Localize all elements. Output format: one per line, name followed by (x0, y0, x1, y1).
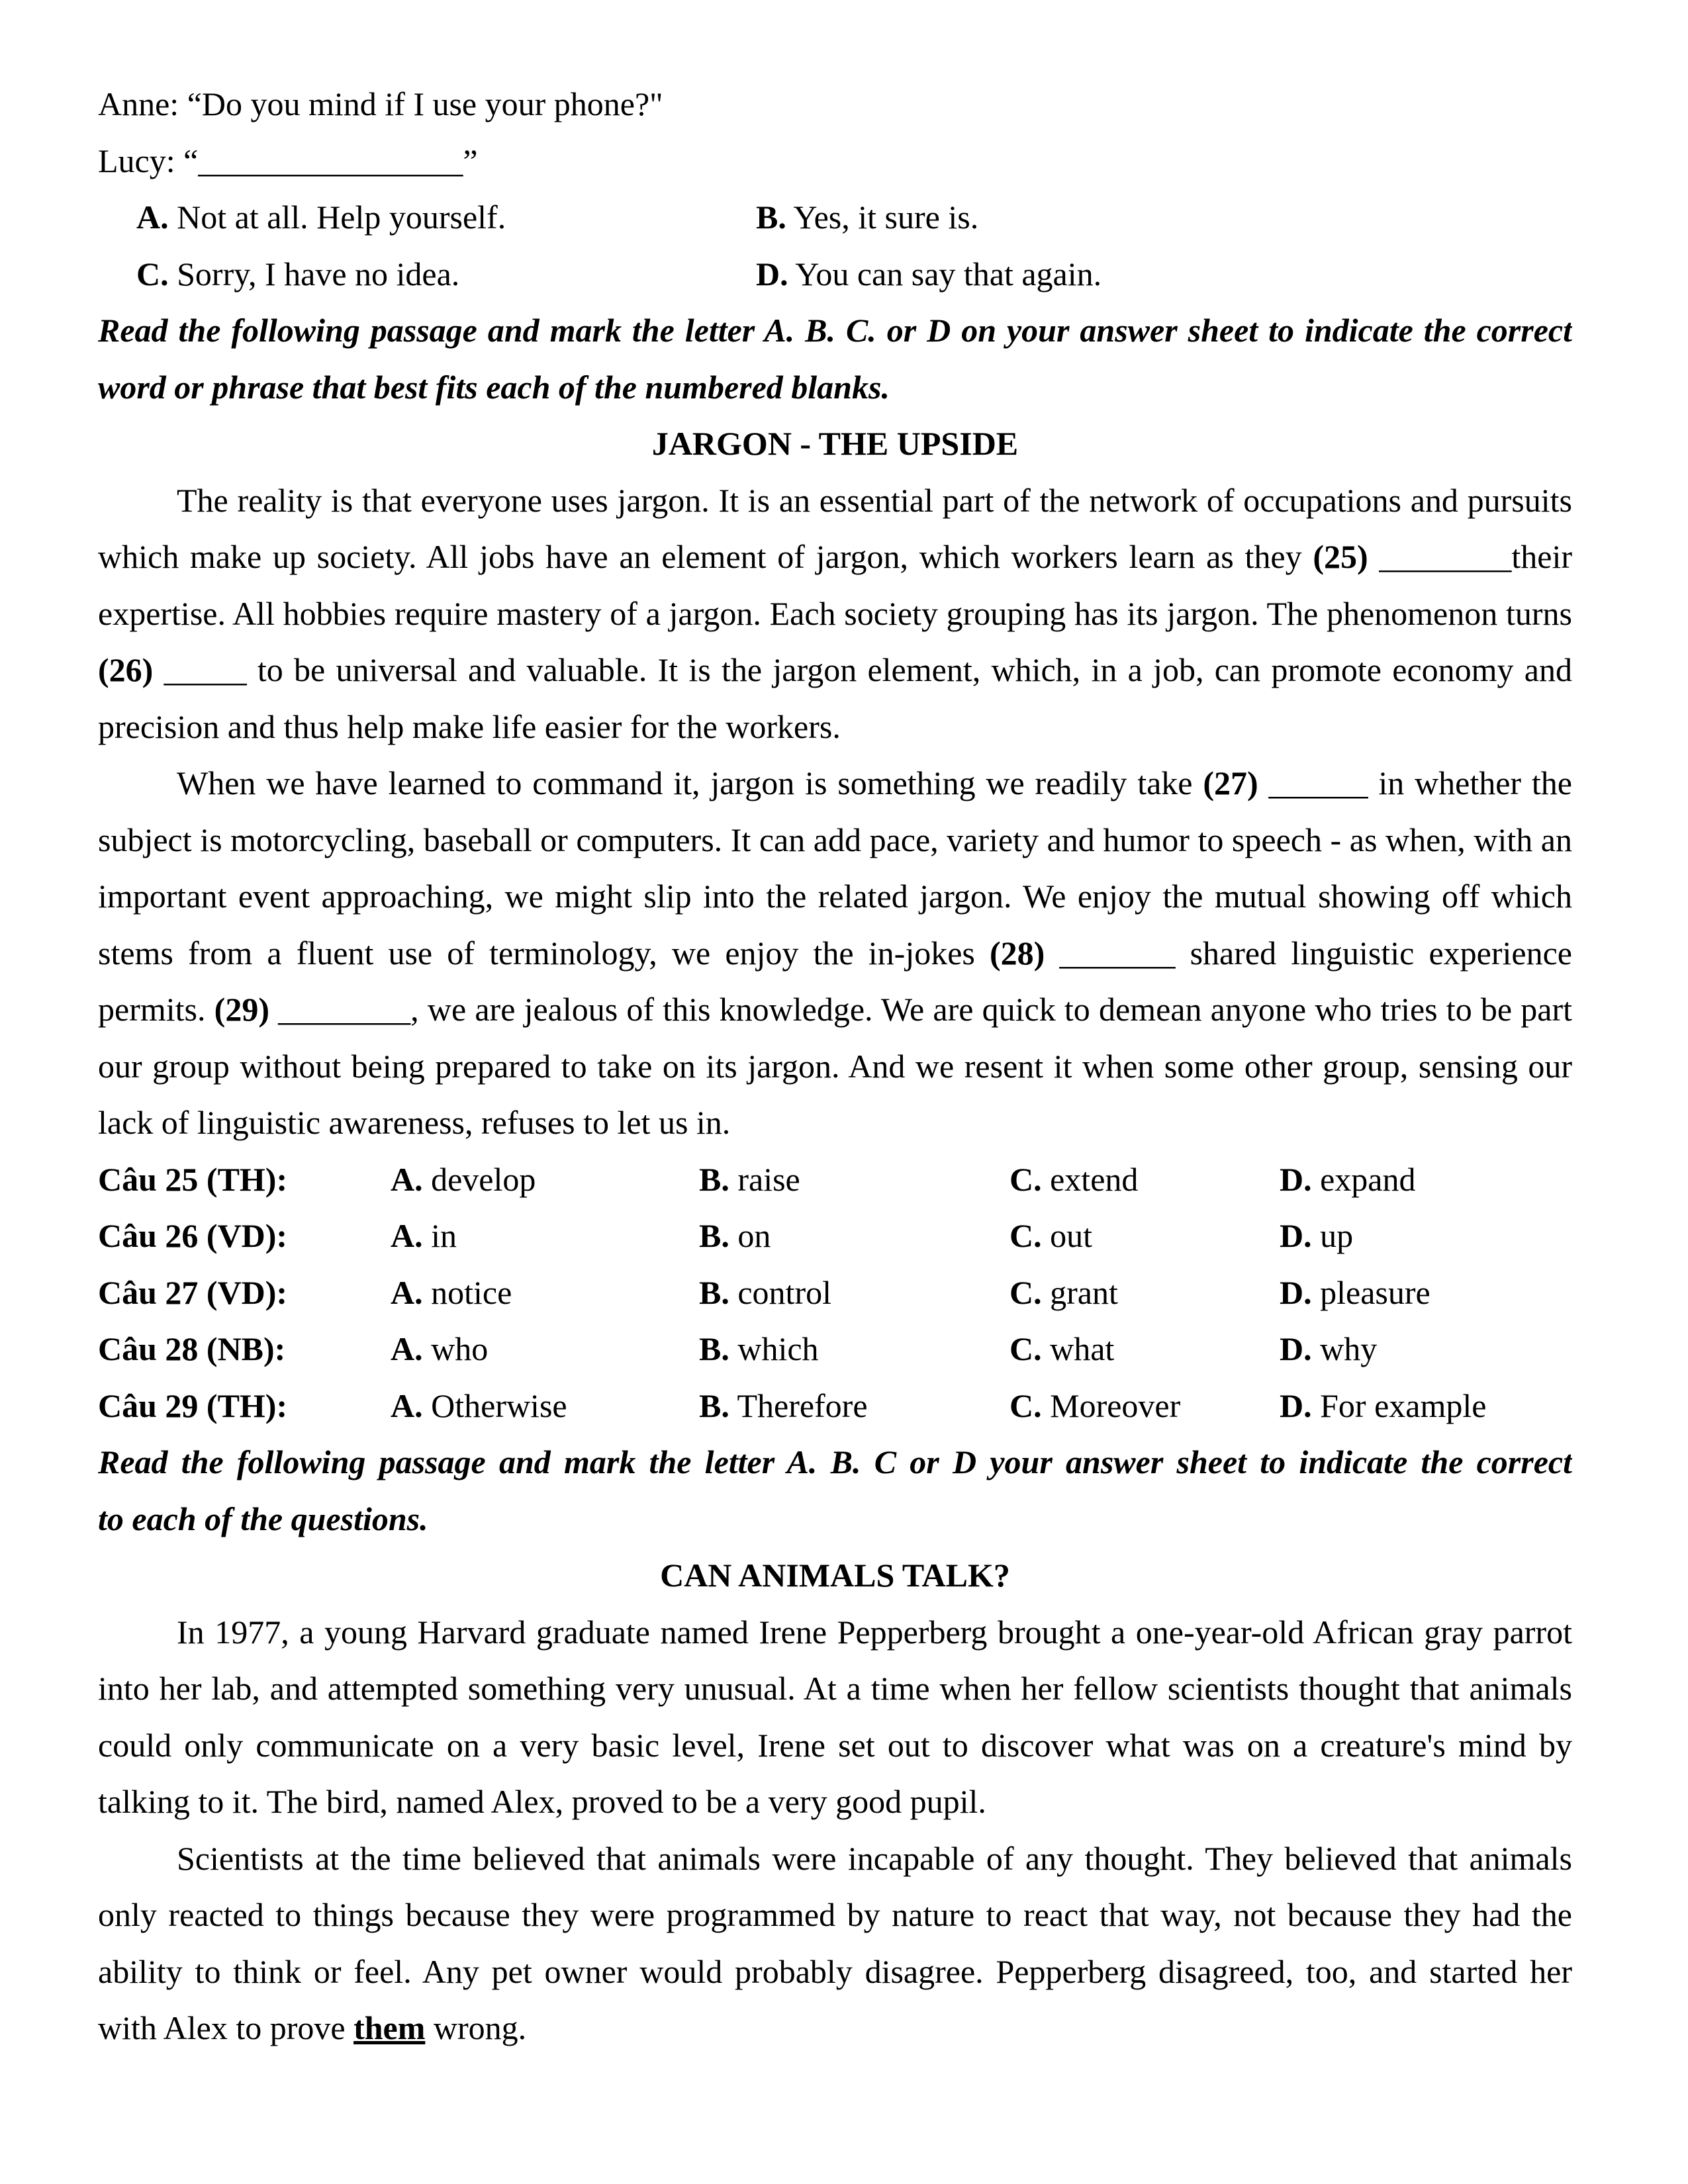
option-text: up (1311, 1217, 1354, 1254)
passage-line (98, 1661, 1572, 1717)
option-text: expand (1311, 1160, 1416, 1198)
dialogue-anne: Anne: “Do you mind if I use your phone?" (98, 85, 663, 122)
option-text: control (729, 1273, 831, 1311)
option-letter: C. (1009, 1273, 1042, 1311)
answer-option-d (1280, 1321, 1377, 1378)
option-letter: A. (391, 1160, 423, 1198)
option-text: extend (1041, 1160, 1139, 1198)
answer-option-c (1009, 1321, 1114, 1378)
passage-line (98, 473, 1572, 529)
option-letter: A. (391, 1273, 423, 1311)
passage-line (98, 699, 1572, 756)
passage-title: JARGON - THE UPSIDE (651, 425, 1019, 462)
answer-option-b (699, 1152, 800, 1208)
question-label: Câu 27 (VD): (98, 1273, 288, 1311)
answer-option-d (1280, 1378, 1486, 1435)
question-label: Câu 28 (NB): (98, 1330, 286, 1367)
option-letter: A. (391, 1387, 423, 1424)
answer-option-d (1280, 1208, 1353, 1265)
option-letter: B. (699, 1160, 729, 1198)
answer-option-a (391, 1208, 457, 1265)
passage-line (98, 1604, 1572, 1661)
text-segment: which make up society. All jobs have an element of jargon, which workers learn as they (98, 538, 1313, 575)
passage-animals (98, 1604, 1572, 2057)
question-label: Câu 26 (VD): (98, 1217, 288, 1254)
text-segment: wrong. (425, 2009, 527, 2046)
instruction-line: to each of the questions. (98, 1500, 428, 1537)
option-letter: C. (1009, 1217, 1042, 1254)
answer-option-a (391, 1321, 488, 1378)
text-segment: could only communicate on a very basic level, Irene set out to discover what was on a creature's mind by (98, 1726, 1572, 1764)
option-letter: C. (1009, 1330, 1042, 1367)
option-text: grant (1041, 1273, 1118, 1311)
answer-option-a (391, 1378, 567, 1435)
question-label: Câu 29 (TH): (98, 1387, 288, 1424)
option-text: which (729, 1330, 819, 1367)
text-segment: expertise. All hobbies require mastery of a jargon. Each society grouping has its jargon. The phenomenon turns (98, 594, 1572, 632)
option-d (756, 246, 1102, 303)
option-letter: D. (1280, 1217, 1312, 1254)
passage-line (98, 1944, 1572, 2001)
option-letter: A. (136, 199, 169, 236)
option-letter: C. (1009, 1160, 1042, 1198)
option-letter: D. (1280, 1387, 1312, 1424)
option-letter: B. (699, 1330, 729, 1367)
exam-page (98, 76, 1572, 2057)
option-letter: D. (756, 255, 788, 293)
option-letter: C. (1009, 1387, 1042, 1424)
option-letter: A. (391, 1217, 423, 1254)
option-text: raise (729, 1160, 800, 1198)
option-letter: B. (699, 1217, 729, 1254)
passage-line (98, 1038, 1572, 1095)
text-segment: When we have learned to command it, jargon is something we readily take (177, 764, 1203, 801)
answer-option-c (1009, 1265, 1118, 1322)
option-text: in (422, 1217, 457, 1254)
blank-number: (29) (214, 991, 269, 1028)
instruction-line: Read the following passage and mark the letter A. B. C. or D on your answer sheet to indicate the correct (98, 312, 1572, 349)
text-segment: _____ to be universal and valuable. It is the jargon element, which, in a job, can promote economy and (153, 651, 1572, 688)
passage-jargon (98, 473, 1572, 1152)
passage-line (98, 925, 1572, 982)
option-text: Otherwise (422, 1387, 567, 1424)
passage-line (98, 1095, 1572, 1152)
option-text: Not at all. Help yourself. (168, 199, 506, 236)
answer-option-b (699, 1265, 831, 1322)
option-letter: D. (1280, 1273, 1312, 1311)
option-text: Yes, it sure is. (786, 199, 979, 236)
option-letter: B. (756, 199, 786, 236)
option-text: what (1041, 1330, 1115, 1367)
answer-option-a (391, 1265, 512, 1322)
text-segment: The reality is that everyone uses jargon. It is an essential part of the network of occupations and pursuits (177, 481, 1572, 519)
passage-line (98, 981, 1572, 1038)
text-segment: precision and thus help make life easier for the workers. (98, 707, 841, 745)
option-a (136, 189, 506, 246)
passage-line (98, 1831, 1572, 1888)
text-segment: ________their (1368, 538, 1572, 575)
answer-option-a (391, 1152, 536, 1208)
text-segment: ________, we are jealous of this knowledge. We are quick to demean anyone who tries to be part (269, 991, 1572, 1028)
passage-line (98, 1887, 1572, 1944)
blank-number: (26) (98, 651, 154, 688)
passage-line (98, 586, 1572, 643)
question-row (98, 1378, 1572, 1435)
answer-option-c (1009, 1378, 1180, 1435)
answer-option-d (1280, 1265, 1430, 1322)
passage-line (98, 2000, 1572, 2057)
question-label: Câu 25 (TH): (98, 1160, 288, 1198)
text-segment: our group without being prepared to take on its jargon. And we resent it when some other group, sensing our (98, 1047, 1572, 1085)
option-text: out (1041, 1217, 1093, 1254)
passage-line (98, 642, 1572, 699)
text-segment: subject is motorcycling, baseball or computers. It can add pace, variety and humor to speech - as when, with an (98, 821, 1572, 858)
text-segment: ability to think or feel. Any pet owner would probably disagree. Pepperberg disagreed, too, and started her (98, 1952, 1572, 1990)
text-segment: only reacted to things because they were programmed by nature to react that way, not because they had the (98, 1896, 1572, 1933)
text-segment: In 1977, a young Harvard graduate named Irene Pepperberg brought a one-year-old African gray parrot (177, 1613, 1572, 1651)
passage-line (98, 1717, 1572, 1774)
passage-line (98, 1774, 1572, 1831)
answer-option-b (699, 1378, 868, 1435)
option-b (756, 189, 978, 246)
passage-line (98, 755, 1572, 812)
option-text: on (729, 1217, 771, 1254)
option-text: why (1311, 1330, 1378, 1367)
text-segment: talking to it. The bird, named Alex, proved to be a very good pupil. (98, 1783, 986, 1820)
dialogue-options-row (98, 189, 1572, 246)
text-segment: ______ in whether the (1258, 764, 1572, 801)
blank-number: (27) (1203, 764, 1258, 801)
passage-line (98, 529, 1572, 586)
blank-number: them (353, 2009, 426, 2046)
question-row (98, 1152, 1572, 1208)
text-segment: permits. (98, 991, 214, 1028)
text-segment: with Alex to prove (98, 2009, 354, 2046)
blank-number: (25) (1313, 538, 1368, 575)
blank-number: (28) (990, 934, 1045, 972)
option-letter: D. (1280, 1330, 1312, 1367)
passage-line (98, 868, 1572, 925)
option-letter: B. (699, 1273, 729, 1311)
instruction-line: Read the following passage and mark the letter A. B. C or D your answer sheet to indicate the correct (98, 1443, 1572, 1480)
instruction-line: word or phrase that best fits each of the numbered blanks. (98, 368, 890, 406)
option-text: develop (422, 1160, 536, 1198)
answer-option-b (699, 1208, 771, 1265)
option-text: Therefore (729, 1387, 868, 1424)
question-row (98, 1265, 1572, 1322)
answer-option-b (699, 1321, 819, 1378)
option-letter: C. (136, 255, 169, 293)
question-row (98, 1208, 1572, 1265)
text-segment: into her lab, and attempted something very unusual. At a time when her fellow scientists thought that animals (98, 1670, 1572, 1707)
option-text: You can say that again. (788, 255, 1102, 293)
answer-option-d (1280, 1152, 1416, 1208)
passage-line (98, 812, 1572, 869)
answer-option-c (1009, 1208, 1092, 1265)
answer-option-c (1009, 1152, 1138, 1208)
option-text: pleasure (1311, 1273, 1430, 1311)
text-segment: Scientists at the time believed that animals were incapable of any thought. They believed that animals (177, 1839, 1572, 1877)
option-letter: B. (699, 1387, 729, 1424)
text-segment: _______ shared linguistic experience (1045, 934, 1572, 972)
option-text: notice (422, 1273, 512, 1311)
option-c (136, 246, 459, 303)
option-text: who (422, 1330, 489, 1367)
text-segment: lack of linguistic awareness, refuses to let us in. (98, 1104, 731, 1141)
text-segment: stems from a fluent use of terminology, we enjoy the in-jokes (98, 934, 990, 972)
dialogue-options-row (98, 246, 1572, 303)
dialogue-lucy: Lucy: “________________” (98, 142, 478, 179)
option-text: Moreover (1041, 1387, 1181, 1424)
option-text: Sorry, I have no idea. (168, 255, 460, 293)
question-table (98, 1152, 1572, 1435)
text-segment: important event approaching, we might slip into the related jargon. We enjoy the mutual showing off which (98, 878, 1572, 915)
option-letter: A. (391, 1330, 423, 1367)
passage-title: CAN ANIMALS TALK? (660, 1557, 1010, 1594)
question-row (98, 1321, 1572, 1378)
option-text: For example (1311, 1387, 1487, 1424)
option-letter: D. (1280, 1160, 1312, 1198)
